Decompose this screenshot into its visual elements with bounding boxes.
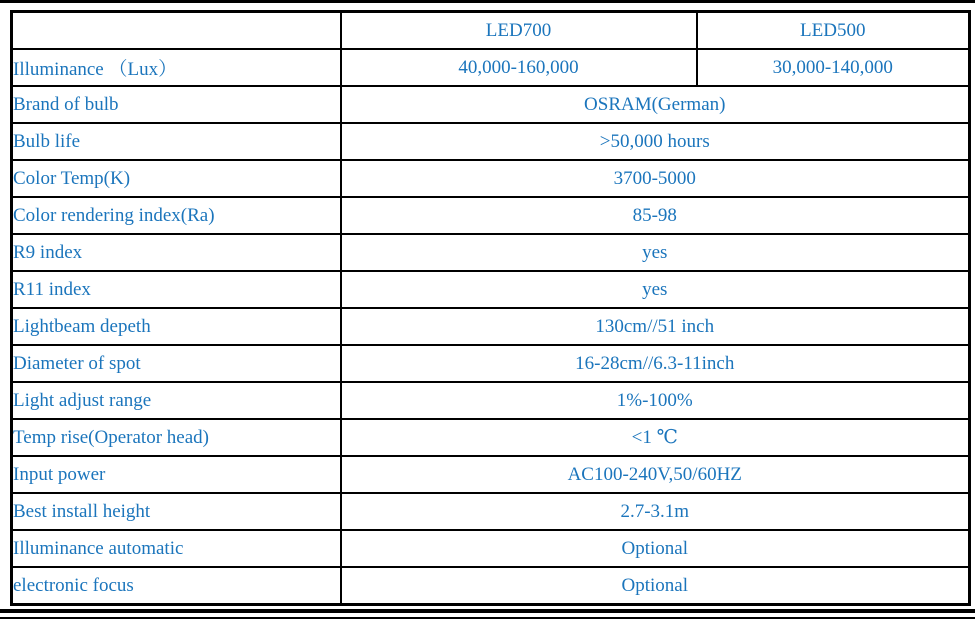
header-row — [12, 12, 970, 50]
row-label: Light adjust range — [12, 382, 341, 419]
row-label: R9 index — [12, 234, 341, 271]
row-label: Color rendering index(Ra) — [12, 197, 341, 234]
table-row — [12, 530, 970, 567]
table-row — [12, 160, 970, 197]
table-row — [12, 86, 970, 123]
row-value: 1%-100% — [341, 382, 970, 419]
row-label: Input power — [12, 456, 341, 493]
row-value: Optional — [341, 567, 970, 605]
table-row — [12, 234, 970, 271]
row-label: Color Temp(K) — [12, 160, 341, 197]
row-value: 40,000-160,000 — [341, 49, 697, 86]
header-led500: LED500 — [697, 12, 970, 50]
page-bottom-rule-thin — [0, 617, 975, 619]
row-label: Bulb life — [12, 123, 341, 160]
page-top-rule — [0, 0, 975, 3]
row-label: Diameter of spot — [12, 345, 341, 382]
table-row — [12, 567, 970, 605]
row-value: AC100-240V,50/60HZ — [341, 456, 970, 493]
table-row — [12, 197, 970, 234]
row-value: yes — [341, 234, 970, 271]
table-row — [12, 345, 970, 382]
row-label: Lightbeam depeth — [12, 308, 341, 345]
row-label: electronic focus — [12, 567, 341, 605]
header-empty-cell — [12, 12, 341, 50]
table-row — [12, 308, 970, 345]
row-label: Brand of bulb — [12, 86, 341, 123]
row-value: 30,000-140,000 — [697, 49, 970, 86]
table-row — [12, 456, 970, 493]
row-label: Temp rise(Operator head) — [12, 419, 341, 456]
row-label: Best install height — [12, 493, 341, 530]
row-value: 130cm//51 inch — [341, 308, 970, 345]
row-label: Illuminance automatic — [12, 530, 341, 567]
row-value: >50,000 hours — [341, 123, 970, 160]
table-row — [12, 49, 970, 86]
row-value: 16-28cm//6.3-11inch — [341, 345, 970, 382]
row-value: <1 ℃ — [341, 419, 970, 456]
row-label: R11 index — [12, 271, 341, 308]
header-led700: LED700 — [341, 12, 697, 50]
row-value: OSRAM(German) — [341, 86, 970, 123]
table-row — [12, 271, 970, 308]
row-label: Illuminance （Lux） — [12, 49, 341, 86]
table-row — [12, 382, 970, 419]
row-value: yes — [341, 271, 970, 308]
table-row — [12, 123, 970, 160]
page-bottom-rule-thick — [0, 609, 975, 613]
row-value: Optional — [341, 530, 970, 567]
row-value: 2.7-3.1m — [341, 493, 970, 530]
row-value: 3700-5000 — [341, 160, 970, 197]
row-value: 85-98 — [341, 197, 970, 234]
table-row — [12, 493, 970, 530]
led-spec-table — [10, 10, 971, 606]
table-row — [12, 419, 970, 456]
